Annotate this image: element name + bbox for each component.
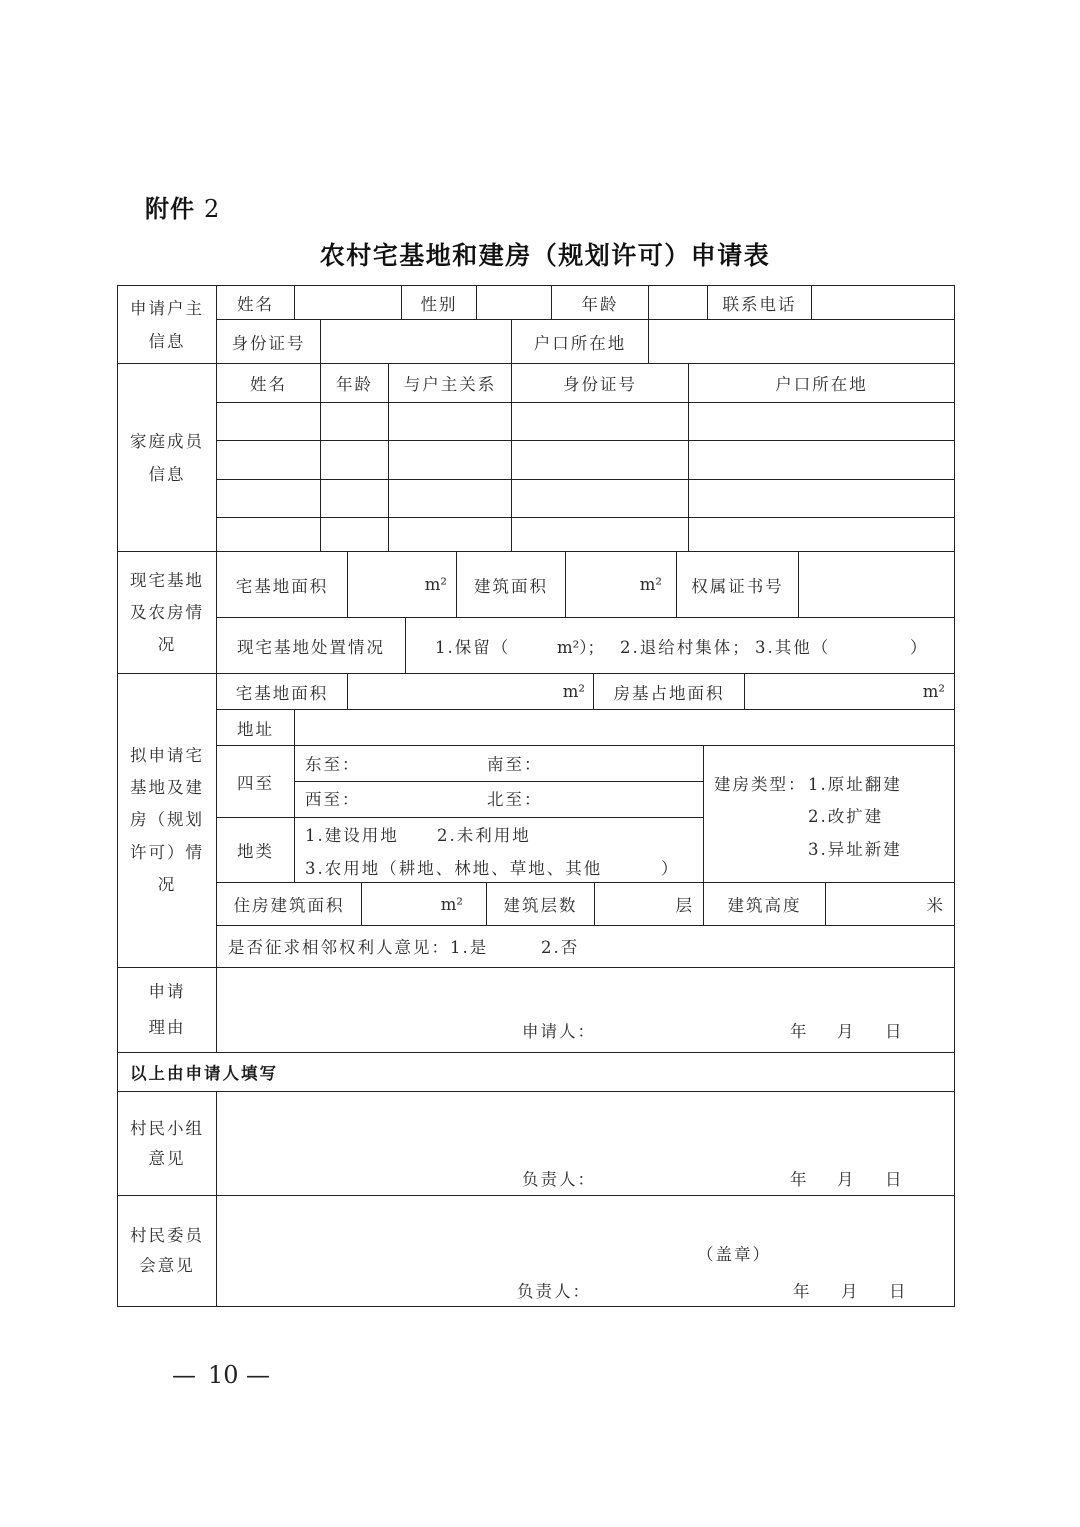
section-label-line: 及农房情 <box>130 602 204 622</box>
date-month: 月 <box>837 1022 856 1041</box>
application-form-table <box>117 285 955 1307</box>
applicant-gender-field <box>477 286 552 320</box>
certificate-number-label: 权属证书号 <box>677 552 799 618</box>
address-field <box>295 710 955 746</box>
section-label-line: 理由 <box>148 1018 186 1037</box>
certificate-number-field <box>799 552 955 618</box>
section-label-line: 拟申请宅 <box>130 745 204 765</box>
land-type-close: ） <box>661 859 680 878</box>
applicant-gender-label: 性别 <box>402 286 477 320</box>
responsible-person-label: 负责人： <box>522 1170 596 1189</box>
page-number-dash-right: — <box>246 1361 270 1389</box>
family-row-2-name <box>217 441 321 480</box>
family-row-4-id <box>512 518 689 552</box>
section-label-line: 家庭成员 <box>130 431 204 451</box>
attachment-number: 2 <box>204 195 220 223</box>
family-row-2-id <box>512 441 689 480</box>
applicant-hukou-field <box>649 320 955 364</box>
current-homestead-area-field <box>348 552 457 618</box>
planned-homestead-area-field <box>348 674 594 710</box>
family-col-name: 姓名 <box>217 364 321 403</box>
unit-square-meters: m² <box>424 575 447 594</box>
attachment-label <box>145 193 219 225</box>
unit-floors: 层 <box>675 896 692 915</box>
section-label-line: 申请户主 <box>130 298 204 318</box>
land-type-label: 地类 <box>217 818 295 883</box>
boundary-north: 北至： <box>487 790 543 809</box>
boundary-west: 西至： <box>305 790 361 809</box>
page-number-dash-left: — <box>172 1361 196 1389</box>
current-building-area-label: 建筑面积 <box>457 552 566 618</box>
family-row-3-name <box>217 480 321 518</box>
family-row-3-relation <box>389 480 512 518</box>
family-row-2-relation <box>389 441 512 480</box>
section-label-line: 会意见 <box>139 1256 195 1275</box>
reason-field <box>217 968 955 1053</box>
family-row-3-hukou <box>689 480 955 518</box>
family-row-4-name <box>217 518 321 552</box>
neighbor-consent <box>217 926 955 968</box>
foundation-area-label: 房基占地面积 <box>594 674 745 710</box>
group-opinion-section-label <box>118 1092 217 1196</box>
date-day: 日 <box>885 1170 904 1189</box>
family-section-label <box>118 364 217 552</box>
seal-label: （盖章） <box>697 1245 771 1264</box>
land-type-options <box>295 818 704 883</box>
building-type <box>704 746 955 883</box>
family-row-4-age <box>321 518 389 552</box>
family-row-1-hukou <box>689 403 955 441</box>
section-label-line: 基地及建 <box>130 778 204 798</box>
building-height-field <box>826 883 955 926</box>
neighbor-consent-no: 2.否 <box>541 938 580 957</box>
section-label-line: 村民小组 <box>130 1118 204 1138</box>
unit-meters: 米 <box>926 896 943 915</box>
boundary-south: 南至： <box>487 755 543 774</box>
address-label: 地址 <box>217 710 295 746</box>
section-label-line: 况 <box>157 874 177 894</box>
boundaries-east-south <box>295 746 704 782</box>
date-day: 日 <box>885 1022 904 1041</box>
page-number: 10 <box>208 1361 239 1389</box>
boundaries-label: 四至 <box>217 746 295 818</box>
building-type-option: 1.原址翻建 <box>808 775 902 794</box>
building-height-label: 建筑高度 <box>704 883 826 926</box>
committee-opinion-section-label <box>118 1196 217 1307</box>
neighbor-consent-yes: 是否征求相邻权利人意见：1.是 <box>228 938 489 957</box>
planned-homestead-section-label <box>118 674 217 968</box>
disposal-other: 3.其他（ <box>755 638 831 657</box>
applicant-age-label: 年龄 <box>552 286 649 320</box>
section-label-line: 意见 <box>148 1148 186 1168</box>
section-label-line: 现宅基地 <box>130 570 204 590</box>
section-label-line: 许可）情 <box>130 842 204 862</box>
disposal-keep: 1.保留（ <box>435 638 511 657</box>
applicant-hukou-label: 户口所在地 <box>512 320 649 364</box>
current-homestead-area-label: 宅基地面积 <box>217 552 348 618</box>
section-label-line: 房（规划 <box>130 810 204 830</box>
land-type-option: 3.农用地（耕地、林地、草地、其他 <box>305 859 603 878</box>
applicant-age-field <box>649 286 708 320</box>
family-row-2-age <box>321 441 389 480</box>
unit-square-meters: m² <box>639 575 662 594</box>
family-col-relation: 与户主关系 <box>389 364 512 403</box>
current-homestead-section-label <box>118 552 217 674</box>
responsible-person-label: 负责人： <box>517 1282 591 1301</box>
floor-count-label: 建筑层数 <box>487 883 595 926</box>
family-row-1-id <box>512 403 689 441</box>
foundation-area-field <box>745 674 955 710</box>
building-type-option: 3.异址新建 <box>808 840 902 859</box>
unit-square-meters: m² <box>922 682 945 701</box>
land-type-option: 1.建设用地 <box>305 826 399 845</box>
family-col-age: 年龄 <box>321 364 389 403</box>
boundaries-west-north <box>295 782 704 818</box>
disposal-other-close: ） <box>910 638 929 657</box>
filled-by-applicant-note: 以上由申请人填写 <box>118 1053 955 1092</box>
date-year: 年 <box>793 1282 812 1301</box>
disposal-label: 现宅基地处置情况 <box>217 618 406 674</box>
applicant-signature-label: 申请人： <box>522 1022 596 1041</box>
date-year: 年 <box>790 1022 809 1041</box>
applicant-id-field <box>321 320 512 364</box>
family-row-3-id <box>512 480 689 518</box>
section-label-line: 况 <box>157 634 177 654</box>
section-label-line: 信息 <box>148 464 186 484</box>
family-col-hukou: 户口所在地 <box>689 364 955 403</box>
committee-opinion-field <box>217 1196 955 1307</box>
section-label-line: 村民委员 <box>130 1226 204 1245</box>
applicant-name-field <box>295 286 402 320</box>
disposal-return: 2.退给村集体； <box>620 638 751 657</box>
family-row-4-hukou <box>689 518 955 552</box>
family-row-1-age <box>321 403 389 441</box>
date-month: 月 <box>837 1170 856 1189</box>
disposal-options <box>406 618 955 674</box>
unit-square-meters: m² <box>440 894 463 914</box>
date-day: 日 <box>889 1282 908 1301</box>
applicant-phone-field <box>812 286 955 320</box>
disposal-keep-unit: m²）； <box>557 638 605 657</box>
date-month: 月 <box>841 1282 860 1301</box>
building-type-label: 建房类型： <box>714 775 807 794</box>
current-building-area-field <box>566 552 677 618</box>
reason-section-label <box>118 968 217 1053</box>
applicant-section-label <box>118 286 217 364</box>
applicant-name-label: 姓名 <box>217 286 295 320</box>
group-opinion-field <box>217 1092 955 1196</box>
floor-count-field <box>595 883 704 926</box>
housing-floor-area-label: 住房建筑面积 <box>217 883 362 926</box>
date-year: 年 <box>790 1170 809 1189</box>
attachment-word: 附件 <box>145 195 195 223</box>
housing-floor-area-field <box>362 883 487 926</box>
form-title: 农村宅基地和建房（规划许可）申请表 <box>319 241 771 270</box>
family-row-3-age <box>321 480 389 518</box>
family-row-2-hukou <box>689 441 955 480</box>
land-type-option: 2.未利用地 <box>437 826 531 845</box>
family-row-4-relation <box>389 518 512 552</box>
unit-square-meters: m² <box>562 682 585 701</box>
section-label-line: 信息 <box>148 331 186 351</box>
section-label-line: 申请 <box>148 982 186 1001</box>
applicant-id-label: 身份证号 <box>217 320 321 364</box>
family-row-1-relation <box>389 403 512 441</box>
applicant-phone-label: 联系电话 <box>708 286 812 320</box>
boundary-east: 东至： <box>305 755 361 774</box>
building-type-option: 2.改扩建 <box>808 807 884 826</box>
family-col-id: 身份证号 <box>512 364 689 403</box>
family-row-1-name <box>217 403 321 441</box>
planned-homestead-area-label: 宅基地面积 <box>217 674 348 710</box>
